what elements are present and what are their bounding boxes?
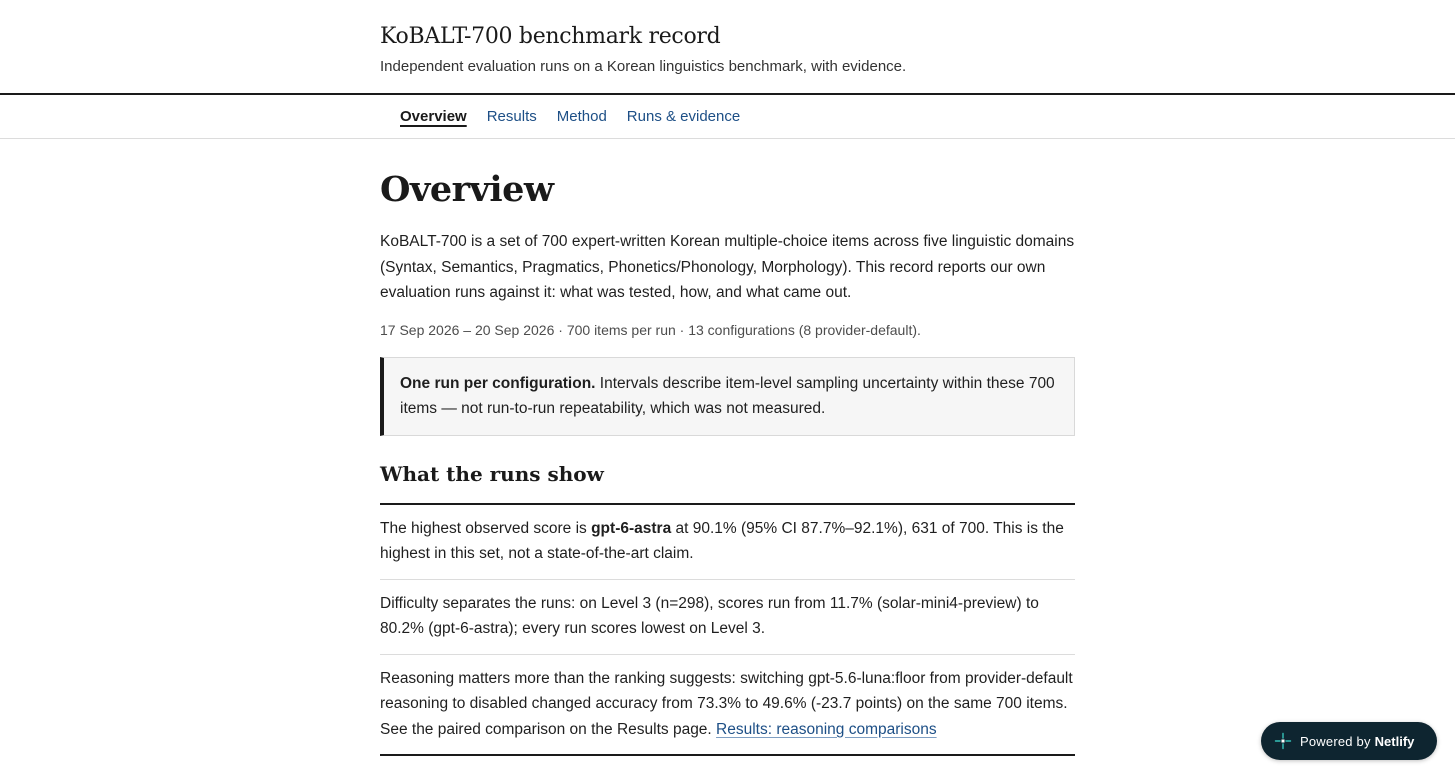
- finding-text: Difficulty separates the runs: on Level 3 (n=298), scores run from 11.7% (solar-mini4-preview) to 80.2% (gpt-6-astra); every run scores lowest on Level 3.: [380, 594, 1039, 637]
- section-heading: What the runs show: [380, 460, 1075, 505]
- main-nav: [0, 95, 1455, 139]
- site-header: [0, 0, 1455, 95]
- nav-link-overview[interactable]: Overview: [400, 108, 467, 125]
- findings-list: [380, 505, 1075, 757]
- finding-text: The highest observed score is: [380, 519, 592, 537]
- run-metadata: 17 Sep 2026 – 20 Sep 2026 · 700 items per run · 13 configurations (8 provider-default).: [380, 321, 921, 338]
- site-title[interactable]: KoBALT-700 benchmark record: [380, 24, 721, 49]
- notice-text: Intervals describe item-level sampling uncertainty within these 700 items — not run-to-run repeatability, which was not measured.: [400, 374, 1055, 417]
- reasoning-comparisons-link[interactable]: Results: reasoning comparisons: [716, 720, 937, 738]
- nav-link-runs-evidence[interactable]: Runs & evidence: [626, 108, 741, 125]
- finding-item: [380, 580, 1075, 655]
- badge-powered-text: Powered by: [1300, 733, 1371, 749]
- nav-link-method[interactable]: Method: [556, 108, 607, 125]
- notice-title: One run per configuration.: [400, 374, 596, 392]
- site-tagline: Independent evaluation runs on a Korean linguistics benchmark, with evidence.: [380, 58, 907, 75]
- badge-brand-text: Netlify: [1374, 733, 1415, 749]
- notice-callout: [380, 357, 1075, 436]
- netlify-badge[interactable]: [1261, 722, 1437, 760]
- finding-text: Reasoning matters more than the ranking suggests: switching gpt-5.6-luna:floor from provider-default reasoning to disabled changed accuracy from 73.3% to 49.6% (-23.7 points) on the same 700 items. See the paired comparison on the Results page.: [380, 669, 1073, 738]
- finding-item: [380, 655, 1075, 755]
- nav-links: [400, 108, 740, 125]
- model-name: gpt-6-astra: [591, 519, 672, 537]
- intro-paragraph: KoBALT-700 is a set of 700 expert-written Korean multiple-choice items across five linguistic domains (Syntax, Semantics, Pragmatics, Phonetics/Phonology, Morphology). This record reports our own evaluation runs against it: what was tested, how, and what came out.: [380, 233, 1075, 301]
- page-title: Overview: [380, 169, 554, 210]
- nav-link-results[interactable]: Results: [486, 108, 537, 125]
- finding-text: at 90.1% (95% CI 87.7%–92.1%), 631 of 700. This is the highest in this set, not a state-of-the-art claim.: [380, 519, 1064, 562]
- main-content: [380, 139, 1075, 756]
- finding-item: [380, 505, 1075, 580]
- netlify-logo-icon: [1274, 732, 1292, 750]
